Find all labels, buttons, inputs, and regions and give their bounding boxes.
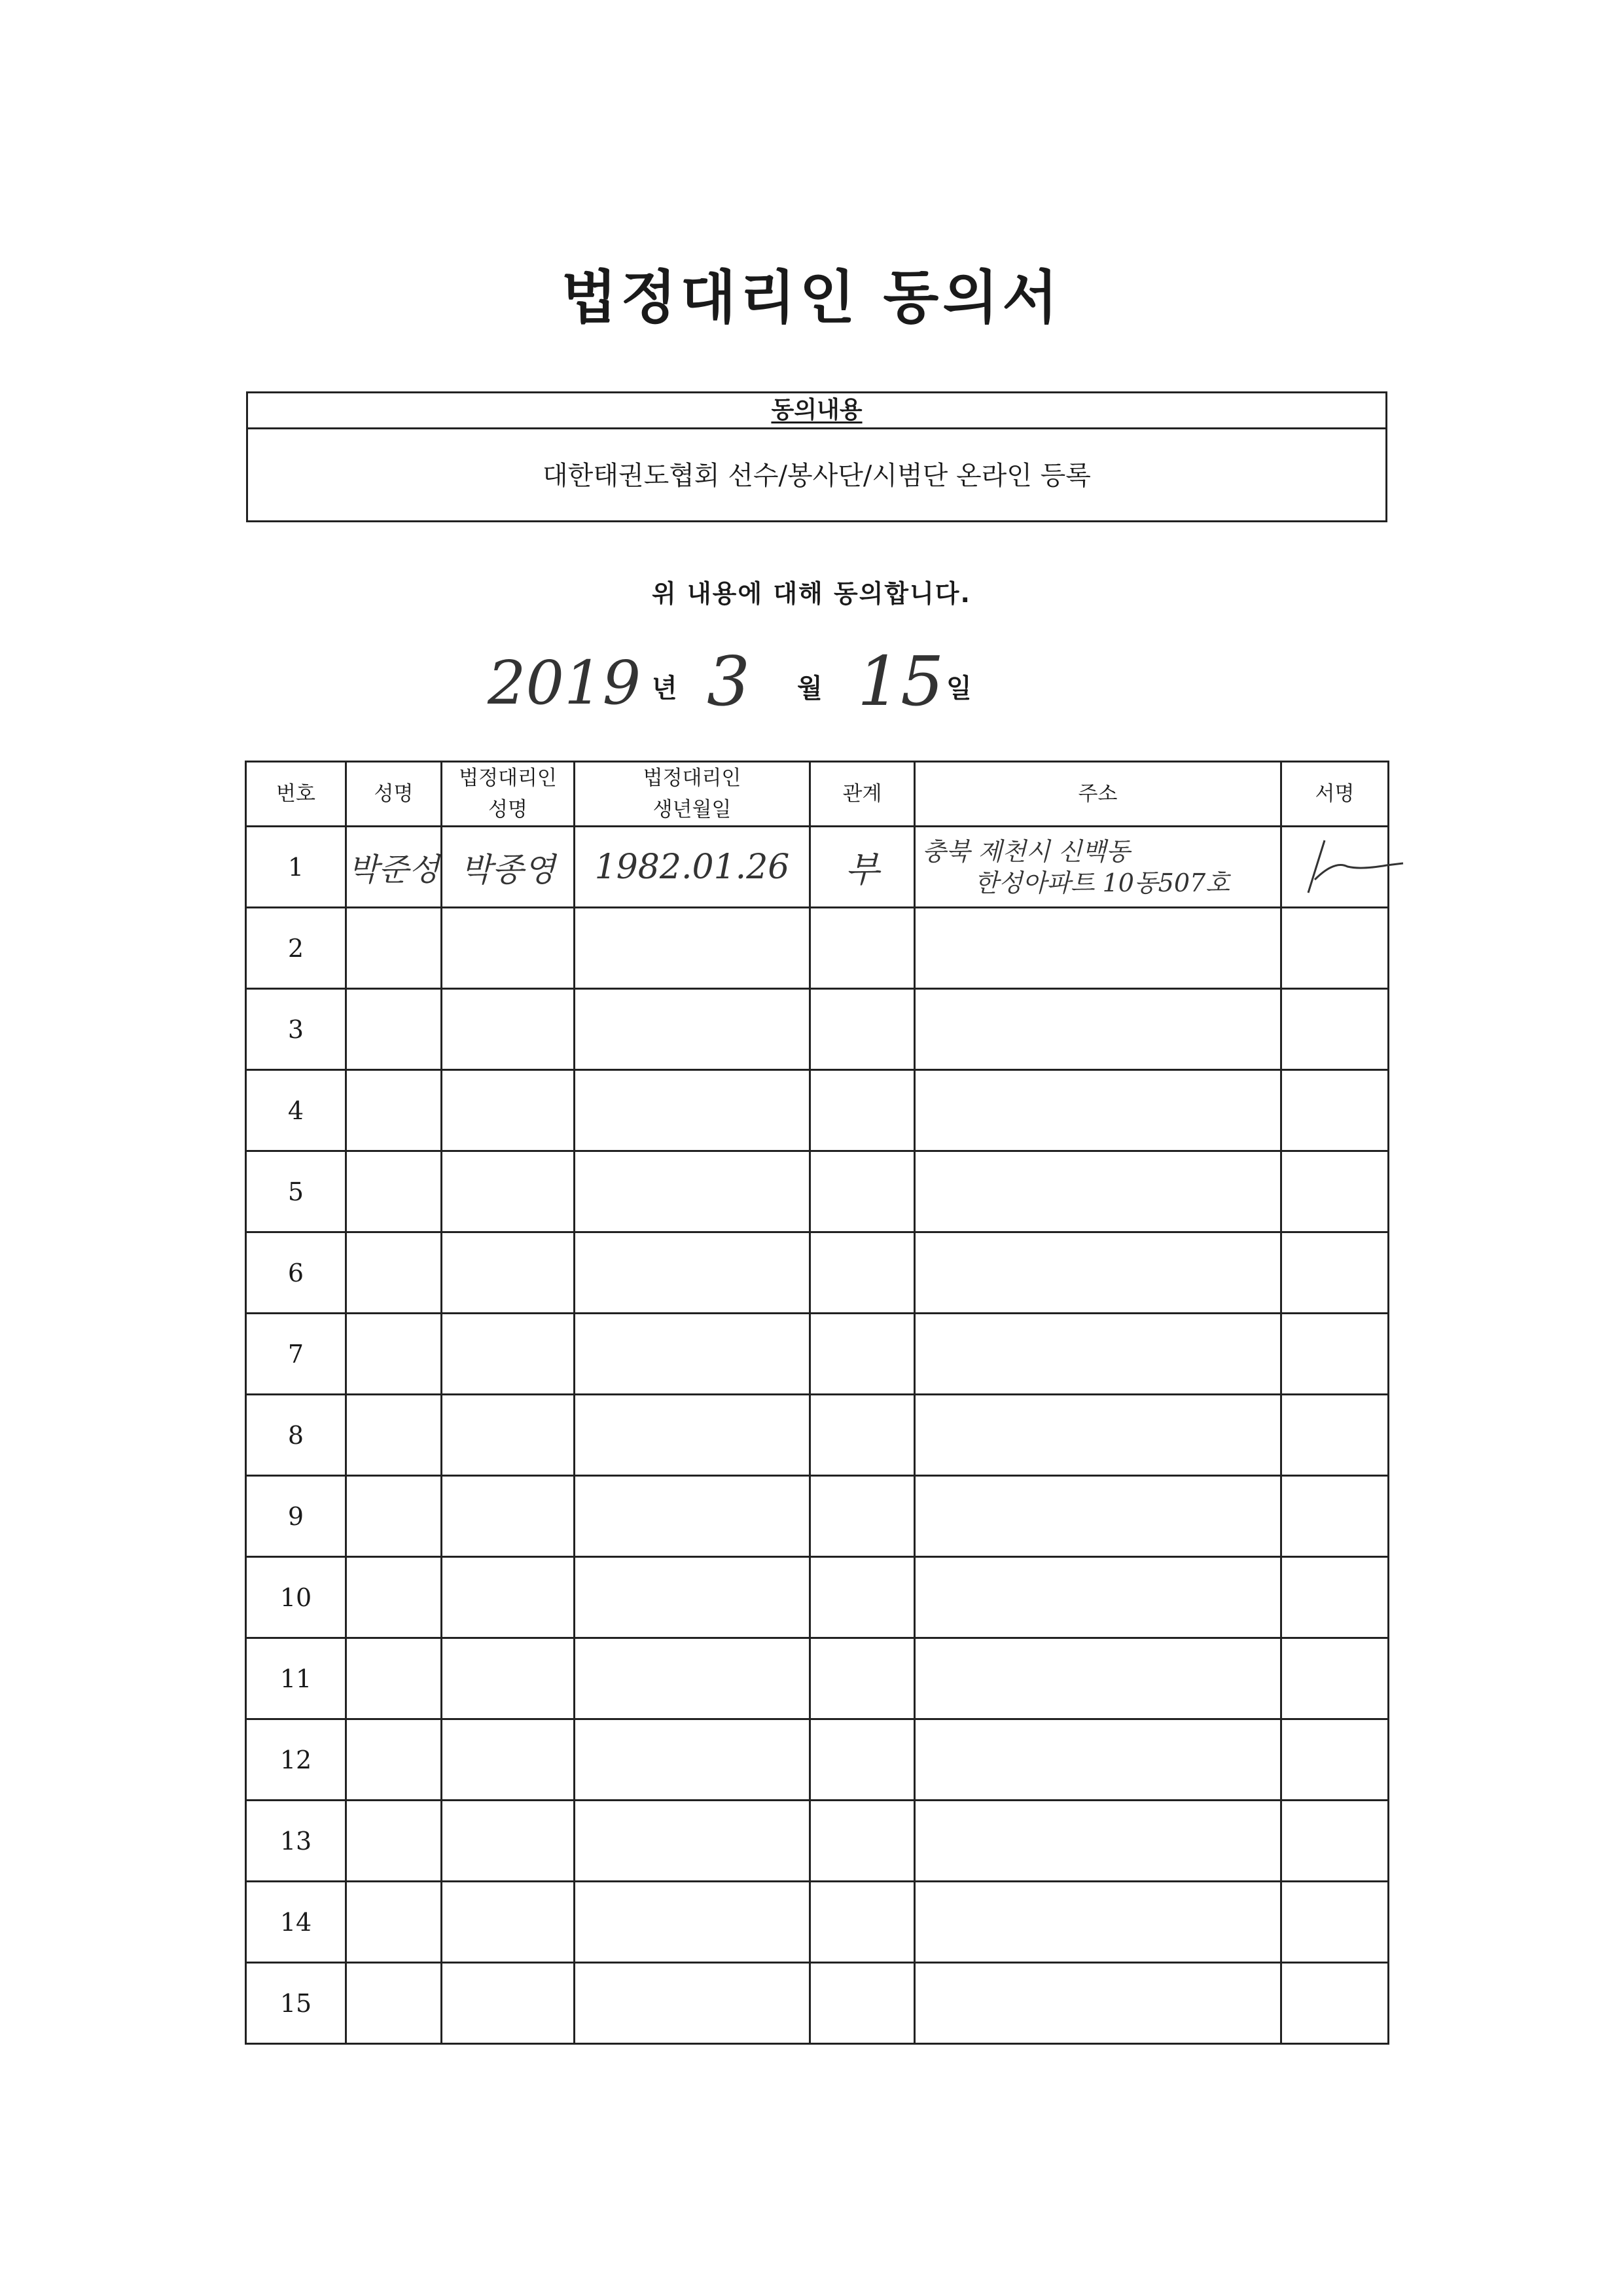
row-guardian-name: 박종영 [442, 827, 575, 908]
consent-box [246, 391, 1387, 522]
date-day-label: 일 [946, 673, 972, 704]
date-year: 2019 [488, 648, 641, 718]
header-relation: 관계 [810, 762, 915, 827]
header-guardian-name: 법정대리인 성명 [442, 762, 575, 827]
table-row: 11 [246, 1638, 1389, 1719]
header-address: 주소 [915, 762, 1281, 827]
header-guardian-birth: 법정대리인 생년월일 [575, 762, 810, 827]
table-row: 5 [246, 1151, 1389, 1232]
consent-header: 동의내용 [248, 393, 1385, 429]
document-title: 법정대리인 동의서 [561, 263, 1062, 331]
row-relation: 부 [810, 827, 915, 908]
table-row: 9 [246, 1476, 1389, 1557]
date-year-label: 년 [652, 673, 677, 704]
date-day: 15 [857, 641, 944, 721]
header-name: 성명 [346, 762, 442, 827]
row-address: 충북 제천시 신백동 한성아파트 10동507호 [915, 827, 1281, 908]
row-no: 1 [246, 827, 346, 908]
table-header-row [246, 762, 1389, 827]
table-row: 10 [246, 1557, 1389, 1638]
consent-body: 대한태권도협회 선수/봉사단/시범단 온라인 등록 [543, 461, 1091, 491]
agree-statement: 위 내용에 대해 동의합니다. [652, 579, 971, 608]
table-row [246, 827, 1389, 908]
table-row: 4 [246, 1070, 1389, 1151]
signature-scribble-icon [1289, 834, 1406, 899]
date-month: 3 [707, 641, 751, 721]
table-row: 15 [246, 1963, 1389, 2044]
row-guardian-birth: 1982.01.26 [575, 827, 810, 908]
table-row: 13 [246, 1801, 1389, 1882]
table-row: 7 [246, 1314, 1389, 1395]
table-row: 14 [246, 1882, 1389, 1963]
row-signature [1281, 827, 1389, 908]
table-row: 6 [246, 1232, 1389, 1314]
date-row [0, 641, 1623, 720]
guardian-table [245, 761, 1389, 2045]
row-name: 박준성 [346, 827, 442, 908]
table-row: 12 [246, 1719, 1389, 1801]
table-row: 3 [246, 989, 1389, 1070]
header-signature: 서명 [1281, 762, 1389, 827]
header-no: 번호 [246, 762, 346, 827]
table-row: 2 [246, 908, 1389, 989]
table-row: 8 [246, 1395, 1389, 1476]
date-month-label: 월 [797, 673, 823, 704]
